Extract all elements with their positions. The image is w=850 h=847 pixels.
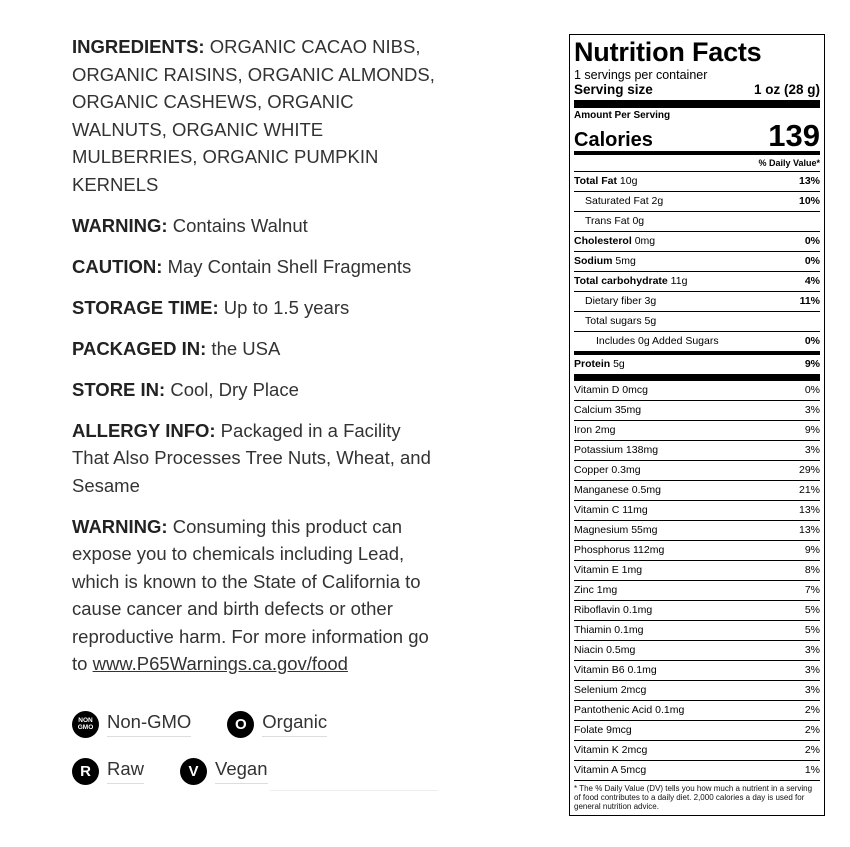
vitamin-label: Phosphorus 112mg	[574, 544, 665, 556]
nutrient-row	[574, 232, 820, 252]
servings-per-container: 1 servings per container	[574, 68, 708, 82]
serving-size-value: 1 oz (28 g)	[753, 82, 820, 97]
warning-walnut	[72, 212, 442, 240]
nutrient-row	[574, 252, 820, 272]
nutrient-row	[574, 272, 820, 292]
vitamin-dv: 8%	[804, 564, 820, 576]
calories-value: 139	[768, 118, 820, 153]
vitamin-label: Iron 2mg	[574, 424, 616, 436]
calories-row	[574, 118, 820, 155]
prop65-warning	[72, 513, 442, 678]
nutrient-amount: 11g	[670, 275, 688, 287]
nutrient-amount: 2g	[651, 195, 664, 207]
vitamin-dv: 3%	[804, 444, 820, 456]
nutrient-row	[574, 355, 820, 381]
vitamin-row	[574, 601, 820, 621]
nutrient-dv: 4%	[804, 275, 820, 287]
nutrient-label: Protein	[574, 358, 611, 370]
storage-label: STORAGE TIME:	[72, 296, 219, 318]
nutrient-amount: 5mg	[615, 255, 636, 267]
vitamin-label: Magnesium 55mg	[574, 524, 658, 536]
vitamin-dv: 5%	[804, 624, 820, 636]
vitamin-dv: 3%	[804, 684, 820, 696]
vitamin-label: Folate 9mcg	[574, 724, 632, 736]
vitamin-dv: 2%	[804, 704, 820, 716]
divider	[270, 790, 438, 791]
vitamin-label: Niacin 0.5mg	[574, 644, 636, 656]
ingredients-text: ORGANIC CACAO NIBS, ORGANIC RAISINS, ORGANIC ALMONDS, ORGANIC CASHEWS, ORGANIC WALNUTS, ORGANIC WHITE MULBERRIES, ORGANIC PUMPKIN KERNELS	[72, 36, 435, 195]
badge-row-1	[72, 706, 442, 742]
serving-size	[574, 82, 820, 108]
store-in	[72, 376, 442, 404]
nutrient-amount: 3g	[644, 295, 657, 307]
vitamin-label: Copper 0.3mg	[574, 464, 641, 476]
nutrient-label: Saturated Fat	[585, 195, 649, 207]
vitamin-row	[574, 441, 820, 461]
vitamin-label: Pantothenic Acid 0.1mg	[574, 704, 685, 716]
nutrient-label: Total sugars	[585, 315, 642, 327]
vitamin-dv: 7%	[804, 584, 820, 596]
vitamin-dv: 2%	[804, 744, 820, 756]
nutrient-amount: 5g	[613, 358, 625, 370]
nutrient-row	[574, 192, 820, 212]
vitamin-label: Vitamin A 5mcg	[574, 764, 647, 776]
raw-icon: R	[72, 758, 99, 785]
serving-size-label: Serving size	[574, 82, 653, 97]
nutrient-dv: 11%	[799, 295, 820, 307]
vitamins-list	[574, 381, 820, 781]
vitamin-dv: 3%	[804, 404, 820, 416]
store-label: STORE IN:	[72, 378, 166, 400]
vitamin-row	[574, 741, 820, 761]
allergy-label: ALLERGY INFO:	[72, 419, 216, 441]
vitamin-dv: 21%	[798, 484, 820, 496]
vitamin-dv: 9%	[804, 424, 820, 436]
nutrient-label: Cholesterol	[574, 235, 632, 247]
nutrient-row	[574, 172, 820, 192]
nutrient-dv: 0%	[804, 235, 820, 247]
allergy-text: Packaged in a Facility That Also Processes Tree Nuts, Wheat, and Sesame	[72, 419, 431, 496]
storage-time	[72, 294, 442, 322]
vitamin-row	[574, 521, 820, 541]
nutrient-row	[574, 312, 820, 332]
nutrition-facts-panel	[569, 34, 825, 816]
vitamin-label: Selenium 2mcg	[574, 684, 647, 696]
vitamin-row	[574, 581, 820, 601]
vitamin-label: Potassium 138mg	[574, 444, 659, 456]
nutrient-dv: 13%	[798, 175, 820, 187]
vitamin-row	[574, 401, 820, 421]
vitamin-label: Vitamin B6 0.1mg	[574, 664, 657, 676]
nutrient-label: Trans Fat	[585, 215, 630, 227]
ingredients	[72, 33, 442, 198]
nutrient-dv: 0%	[804, 335, 820, 347]
vitamin-dv: 5%	[804, 604, 820, 616]
nutrient-label: Total Fat	[574, 175, 617, 187]
nutrient-row	[574, 212, 820, 232]
prop65-label: WARNING:	[72, 515, 168, 537]
nutrient-dv: 0%	[804, 255, 820, 267]
badge-row-2	[72, 753, 442, 789]
warning-text: Contains Walnut	[167, 214, 308, 236]
organic-label: Organic	[262, 711, 327, 737]
calories-label: Calories	[574, 129, 653, 151]
badge-vegan	[180, 758, 267, 785]
allergy-info	[72, 417, 442, 500]
badge-organic	[227, 711, 327, 738]
non-gmo-icon-top: NON	[78, 717, 93, 724]
storage-text: Up to 1.5 years	[218, 296, 350, 318]
vitamin-row	[574, 561, 820, 581]
nutrient-amount: 10g	[619, 175, 638, 187]
nutrient-label: Includes 0g Added Sugars	[596, 335, 719, 347]
raw-label: Raw	[107, 758, 144, 784]
vitamin-dv: 3%	[804, 644, 820, 656]
nutrient-amount: 0g	[632, 215, 645, 227]
nutrient-dv: 10%	[798, 195, 820, 207]
nutrient-amount: 0mg	[634, 235, 656, 247]
vitamin-row	[574, 681, 820, 701]
vitamin-row	[574, 761, 820, 781]
vitamin-dv: 29%	[798, 464, 820, 476]
nutrient-row	[574, 292, 820, 312]
vitamin-dv: 0%	[804, 384, 820, 396]
amount-per-serving: Amount Per Serving	[574, 110, 671, 121]
nutrient-label: Dietary fiber	[585, 295, 642, 307]
nutrient-row	[574, 332, 820, 355]
vitamin-row	[574, 641, 820, 661]
vitamin-row	[574, 661, 820, 681]
packaged-label: PACKAGED IN:	[72, 337, 207, 359]
daily-value-footnote: * The % Daily Value (DV) tells you how much a nutrient in a serving of food contributes to a daily diet. 2,000 calories a day is used for general nutrition advice.	[574, 784, 813, 811]
vitamin-dv: 3%	[804, 664, 820, 676]
caution-label: CAUTION:	[72, 255, 163, 277]
vitamin-label: Vitamin D 0mcg	[574, 384, 648, 396]
vitamin-row	[574, 421, 820, 441]
vitamin-row	[574, 701, 820, 721]
vitamin-label: Manganese 0.5mg	[574, 484, 661, 496]
ingredients-label: INGREDIENTS:	[72, 36, 205, 57]
caution	[72, 253, 442, 281]
vitamin-label: Vitamin E 1mg	[574, 564, 643, 576]
packaged-in	[72, 335, 442, 363]
vitamin-row	[574, 501, 820, 521]
vitamin-row	[574, 721, 820, 741]
badge-raw	[72, 758, 144, 785]
vitamin-label: Riboflavin 0.1mg	[574, 604, 653, 616]
vitamin-row	[574, 541, 820, 561]
product-info	[72, 33, 442, 691]
vegan-label: Vegan	[215, 758, 267, 784]
non-gmo-label: Non-GMO	[107, 711, 191, 737]
packaged-text: the USA	[206, 337, 281, 359]
organic-icon: O	[227, 711, 254, 738]
non-gmo-icon	[72, 711, 99, 738]
vitamin-dv: 13%	[798, 504, 820, 516]
vitamin-row	[574, 381, 820, 401]
vitamin-label: Vitamin K 2mcg	[574, 744, 648, 756]
daily-value-header: % Daily Value*	[574, 155, 820, 172]
vitamin-dv: 1%	[804, 764, 820, 776]
nutrient-label: Total carbohydrate	[574, 275, 668, 287]
prop65-text: Consuming this product can expose you to chemicals including Lead, which is known to the State of California to cause cancer and birth defects or other reproductive harm. For more information go to	[72, 515, 429, 674]
nutrient-dv: 9%	[804, 358, 820, 370]
badge-non-gmo	[72, 711, 191, 738]
vitamin-label: Thiamin 0.1mg	[574, 624, 644, 636]
vitamin-label: Calcium 35mg	[574, 404, 642, 416]
vitamin-label: Vitamin C 11mg	[574, 504, 648, 516]
vitamin-dv: 9%	[804, 544, 820, 556]
non-gmo-icon-bottom: GMO	[77, 724, 94, 731]
nutrient-label: Sodium	[574, 255, 613, 267]
nutrient-amount: 5g	[644, 315, 657, 327]
vegan-icon: V	[180, 758, 207, 785]
prop65-link[interactable]: www.P65Warnings.ca.gov/food	[92, 653, 348, 674]
vitamin-row	[574, 621, 820, 641]
vitamin-dv: 13%	[798, 524, 820, 536]
vitamin-row	[574, 481, 820, 501]
badges	[72, 706, 442, 800]
vitamin-label: Zinc 1mg	[574, 584, 618, 596]
nutrition-title: Nutrition Facts	[574, 37, 762, 67]
caution-text: May Contain Shell Fragments	[162, 255, 412, 277]
vitamin-row	[574, 461, 820, 481]
store-text: Cool, Dry Place	[165, 378, 299, 400]
vitamin-dv: 2%	[804, 724, 820, 736]
warning-label: WARNING:	[72, 214, 168, 236]
